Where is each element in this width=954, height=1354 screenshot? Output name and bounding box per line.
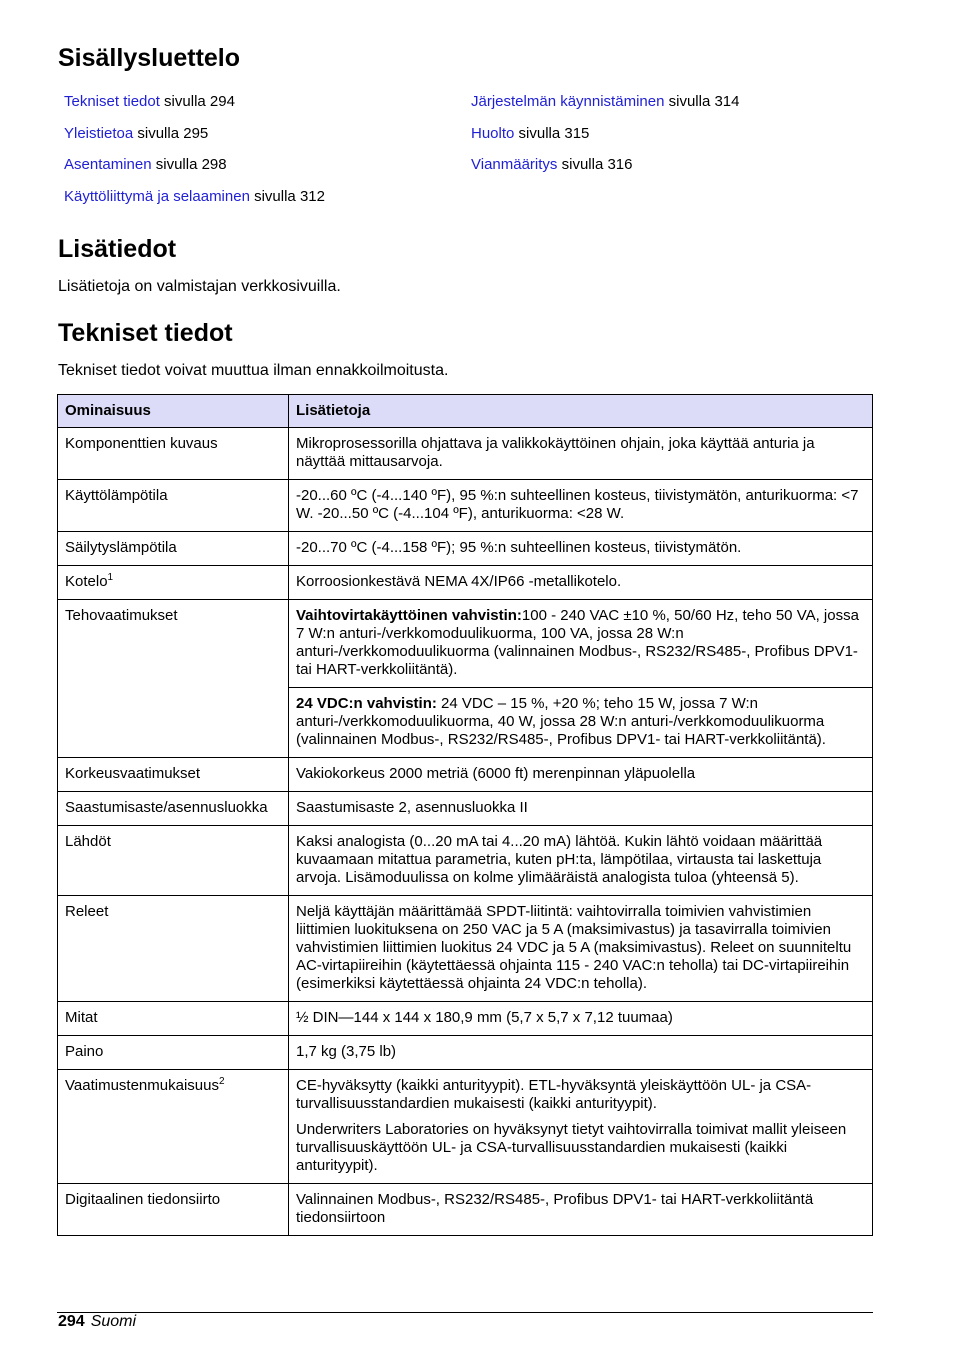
value-cell: Kaksi analogista (0...20 mA tai 4...20 mA) lähtöä. Kukin lähtö voidaan määrittää kuvaamaan mitattua parametria, kuten pH:ta, lämpötilaa, virtausta tai laskettuja arvoja. Lisämoduulissa on kolme ylimääräistä analogista tuloa (yhteensä 5). — [289, 826, 873, 896]
table-header-row — [58, 395, 873, 428]
toc-column-left — [64, 92, 325, 219]
toc-page-ref: sivulla 298 — [151, 156, 227, 174]
table-row — [58, 1070, 873, 1184]
value-text: 100 - 240 VAC ±10 %, 50/60 Hz, teho 50 VA, jossa 7 W:n anturi-/verkkomoduulikuorma, 100 VA, jossa 28 W:n anturi-/verkkomoduulikuorma (valinnainen Modbus-, RS232/RS485-, Profibus DPV1- tai HART-verkkoliitäntä). — [296, 607, 859, 678]
toc-page-ref: sivulla 312 — [249, 188, 325, 206]
toc-page-ref: sivulla 315 — [514, 124, 590, 142]
value-cell: Valinnainen Modbus-, RS232/RS485-, Profibus DPV1- tai HART-verkkoliitäntä tiedonsiirtoon — [289, 1184, 873, 1236]
toc-column-right — [471, 92, 739, 187]
value-cell — [289, 600, 873, 688]
property-cell: Korkeusvaatimukset — [58, 758, 289, 792]
table-row — [58, 428, 873, 480]
table-row — [58, 566, 873, 600]
toc-page-ref: sivulla 314 — [664, 93, 740, 110]
table-row — [58, 758, 873, 792]
value-cell — [289, 688, 873, 758]
property-cell: Käyttölämpötila — [58, 480, 289, 532]
footer-language: Suomi — [90, 1313, 137, 1330]
value-label-bold: Vaihtovirtakäyttöinen vahvistin: — [296, 607, 522, 624]
column-header: Lisätietoja — [289, 395, 873, 428]
value-cell: 1,7 kg (3,75 lb) — [289, 1036, 873, 1070]
table-row — [58, 600, 873, 688]
toc-link[interactable]: Asentaminen — [64, 156, 152, 174]
property-cell: Tehovaatimukset — [58, 600, 289, 758]
toc-link[interactable]: Järjestelmän käynnistäminen — [471, 93, 665, 110]
info-text: Lisätietoja on valmistajan verkkosivuilla. — [58, 278, 341, 295]
value-text: 24 VDC – 15 %, +20 %; teho 15 W, jossa 7 W:n anturi-/verkkomoduulikuorma, 40 W, jossa 28 W:n anturi-/verkkomoduulikuorma (valinnainen Modbus-, RS232/RS485-, Profibus DPV1- tai HART-verkkoliitäntä). — [296, 695, 826, 748]
toc-link[interactable]: Vianmääritys — [471, 156, 558, 174]
table-row — [58, 480, 873, 532]
column-header: Ominaisuus — [58, 395, 289, 428]
value-cell: Vakiokorkeus 2000 metriä (6000 ft) merenpinnan yläpuolella — [289, 758, 873, 792]
value-cell: Neljä käyttäjän määrittämää SPDT-liitintä: vaihtovirralla toimivien vahvistimien liittimien luokituksena on 250 VAC ja 5 A (maksimivastus) ja tasavirralla toimivien vahvistimien liittimien luokitus 24 VDC ja 5 A (maksimivastus). Releet on suunniteltu AC-virtapiireihin (käytettäessä ohjainta 115 - 240 VAC:n teholla) tai DC-virtapiireihin (esimerkiksi käytettäessä ohjainta 24 VDC:n teholla). — [289, 896, 873, 1002]
value-cell: ½ DIN—144 x 144 x 180,9 mm (5,7 x 5,7 x 7,12 tuumaa) — [289, 1002, 873, 1036]
value-paragraph: CE-hyväksytty (kaikki anturityypit). ETL-hyväksyntä yleiskäyttöön UL- ja CSA-turvallisuusstandardien mukaisesti (kaikki anturityypit). — [296, 1077, 812, 1112]
property-cell — [58, 1070, 289, 1184]
footnote-marker: 2 — [218, 1076, 225, 1087]
toc-page-ref: sivulla 316 — [557, 156, 633, 174]
page-number: 294 — [58, 1313, 85, 1330]
table-row — [58, 896, 873, 1002]
value-cell: -20...70 ºC (-4...158 ºF); 95 %:n suhteellinen kosteus, tiivistymätön. — [289, 532, 873, 566]
property-label: Vaatimustenmukaisuus — [65, 1077, 219, 1094]
value-cell — [289, 1070, 873, 1184]
specs-table — [57, 394, 873, 1236]
toc-page-ref: sivulla 294 — [159, 93, 235, 110]
toc-item — [64, 92, 325, 124]
property-label: Kotelo — [65, 573, 108, 590]
property-cell — [58, 566, 289, 600]
specs-intro: Tekniset tiedot voivat muuttua ilman ennakkoilmoitusta. — [58, 362, 449, 379]
toc-item — [64, 155, 325, 187]
toc-link[interactable]: Huolto — [471, 124, 515, 142]
property-cell: Lähdöt — [58, 826, 289, 896]
property-cell: Säilytyslämpötila — [58, 532, 289, 566]
toc-link[interactable]: Käyttöliittymä ja selaaminen — [64, 188, 250, 206]
specs-title: Tekniset tiedot — [58, 319, 233, 347]
toc-item — [64, 187, 325, 219]
value-cell: Korroosionkestävä NEMA 4X/IP66 -metallikotelo. — [289, 566, 873, 600]
toc-item — [64, 124, 325, 156]
value-cell: Mikroprosessorilla ohjattava ja valikkokäyttöinen ohjain, joka käyttää anturia ja näyttää mittausarvoja. — [289, 428, 873, 480]
value-label-bold: 24 VDC:n vahvistin: — [296, 695, 437, 712]
info-title: Lisätiedot — [58, 235, 177, 263]
table-row — [58, 792, 873, 826]
property-cell: Paino — [58, 1036, 289, 1070]
value-cell: Saastumisaste 2, asennusluokka II — [289, 792, 873, 826]
toc-item — [471, 124, 739, 156]
property-cell: Digitaalinen tiedonsiirto — [58, 1184, 289, 1236]
footer-divider — [57, 1312, 873, 1313]
table-row — [58, 826, 873, 896]
toc-link[interactable]: Tekniset tiedot — [64, 93, 160, 110]
toc-link[interactable]: Yleistietoa — [64, 124, 134, 142]
toc-page-ref: sivulla 295 — [133, 124, 209, 142]
page-footer — [58, 1313, 136, 1331]
table-row — [58, 1036, 873, 1070]
table-row — [58, 1184, 873, 1236]
property-cell: Releet — [58, 896, 289, 1002]
table-row — [58, 1002, 873, 1036]
toc-item — [471, 92, 739, 124]
property-cell: Saastumisaste/asennusluokka — [58, 792, 289, 826]
value-paragraph: Underwriters Laboratories on hyväksynyt tietyt vaihtovirralla toimivat mallit yleiseen turvallisuuskäyttöön UL- ja CSA-turvallisuusstandardien mukaisesti (kaikki anturityypit). — [296, 1121, 847, 1174]
table-row — [58, 532, 873, 566]
toc-item — [471, 155, 739, 187]
toc-title: Sisällysluettelo — [58, 44, 241, 72]
footnote-marker: 1 — [107, 572, 114, 583]
value-cell: -20...60 ºC (-4...140 ºF), 95 %:n suhteellinen kosteus, tiivistymätön, anturikuorma: <7 W. -20...50 ºC (-4...104 ºF), anturikuorma: <28 W. — [289, 480, 873, 532]
property-cell: Mitat — [58, 1002, 289, 1036]
property-cell: Komponenttien kuvaus — [58, 428, 289, 480]
